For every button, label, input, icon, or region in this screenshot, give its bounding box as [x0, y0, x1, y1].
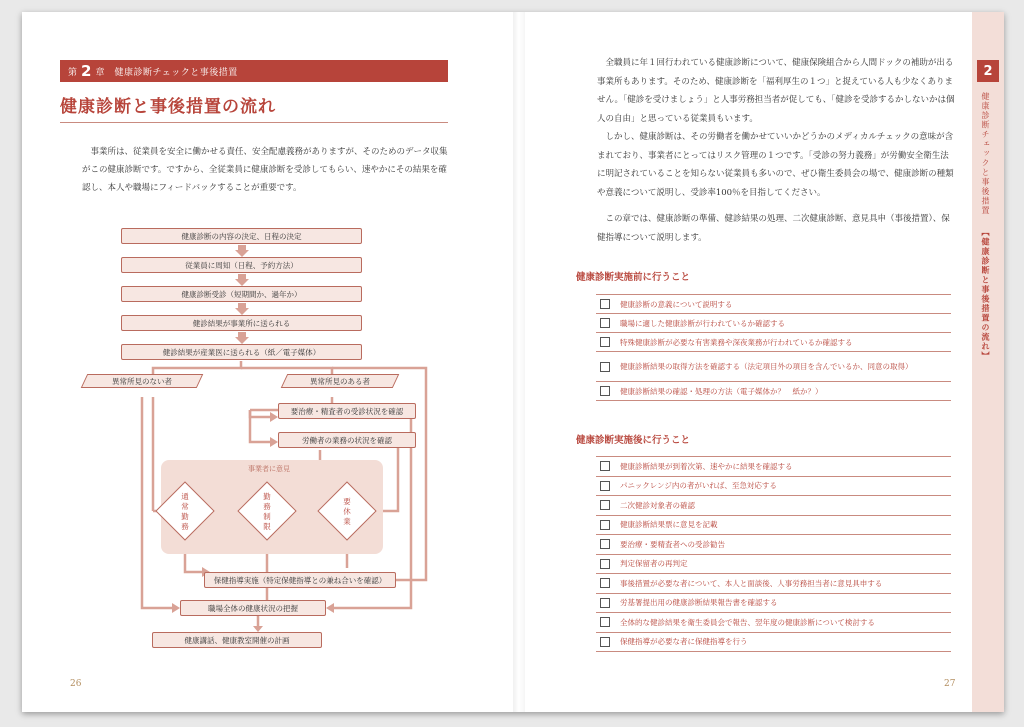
side-tab-section-title: 【健康診断と事後措置の流れ】: [981, 228, 990, 361]
checkbox-icon[interactable]: [600, 386, 610, 396]
checkbox-icon[interactable]: [600, 617, 610, 627]
checklist-item[interactable]: [596, 457, 951, 477]
page-title: 健康診断と事後措置の流れ: [60, 97, 276, 117]
checklist-item-text: パニックレンジ内の者がいれば、至急対応する: [620, 481, 777, 491]
checklist-item[interactable]: [596, 314, 951, 333]
intro-paragraph: 事業所は、従業員を安全に働かせる責任、安全配慮義務がありますが、そのためのデータ収集がこの健康診断です。ですから、全従業員に健康診断を受診してもらい、速やかにその結果を確認し、本人や職場にフィードバックすることが重要です。: [82, 147, 448, 193]
flow-step-4: 健診結果が事業所に送られる: [121, 315, 362, 331]
checklist-item-text: 特殊健康診断が必要な有害業務や深夜業務が行われているか確認する: [620, 337, 853, 347]
checkbox-icon[interactable]: [600, 500, 610, 510]
decision-normal-work-label: 通常勤務: [181, 492, 189, 531]
checklist-item[interactable]: [596, 633, 951, 653]
checkbox-icon[interactable]: [600, 461, 610, 471]
checklist-item[interactable]: [596, 535, 951, 555]
flow-step-5: 健診結果が産業医に送られる（紙／電子媒体）: [121, 344, 362, 360]
checklist-item[interactable]: [596, 382, 951, 401]
checklist-item[interactable]: [596, 295, 951, 314]
flow-health-guidance: 保健指導実施（特定保健指導との兼ね合いを確認）: [204, 572, 396, 588]
checklist-item-text: 要治療・要精査者への受診勧告: [620, 539, 725, 549]
checklist-item-text: 保健指導が必要な者に保健指導を行う: [620, 637, 748, 647]
checkbox-icon[interactable]: [600, 598, 610, 608]
side-tab-number: 2: [977, 60, 999, 82]
checklist-item-text: 事後措置が必要な者について、本人と面談後、人事労務担当者に意見具申する: [620, 578, 883, 588]
checkbox-icon[interactable]: [600, 362, 610, 372]
branch-abnormal: [284, 374, 396, 388]
flow-step-3: 健康診断受診（短期間か、過年か）: [121, 286, 362, 302]
checklist-item[interactable]: [596, 496, 951, 516]
right-paragraph-1: 全職員に年１回行われている健康診断について、健康保険組合から人間ドックの補助が出る事業所もあります。そのため、健康診断を「福利厚生の１つ」と捉えている人も少なくありません。「健診を受けましょう」と人事労務担当者が促しても、「健診を受診するかしないかは個人の自由」と思っている従業員もいます。: [597, 58, 955, 124]
side-tab-chapter-title: 健康診断チェックと事後措置: [981, 92, 990, 216]
checklist-item-text: 健康診断の意義について説明する: [620, 299, 733, 309]
checkbox-icon[interactable]: [600, 637, 610, 647]
checkbox-icon[interactable]: [600, 337, 610, 347]
page-number-left: 26: [70, 679, 82, 689]
checklist-item-text: 全体的な健診結果を衛生委員会で報告、翌年度の健康診断について検討する: [620, 617, 875, 627]
checkbox-icon[interactable]: [600, 318, 610, 328]
checklist-item[interactable]: [596, 613, 951, 633]
decision-leave-label: 要休業: [343, 497, 351, 526]
before-checklist: [596, 294, 951, 401]
checklist-item[interactable]: [596, 574, 951, 594]
chapter-suffix: 章: [95, 67, 105, 78]
right-chapter-summary: [597, 210, 957, 247]
checkbox-icon[interactable]: [600, 481, 610, 491]
checklist-item-text: 健康診断結果票に意見を記載: [620, 520, 718, 530]
checklist-item[interactable]: [596, 555, 951, 575]
branch-no-abnormal-label: 異常所見のない者: [112, 376, 172, 386]
opinion-area-label: 事業者に意見: [248, 465, 290, 473]
before-checklist-heading: 健康診断実施前に行うこと: [576, 272, 691, 283]
flow-workplace-status: 職場全体の健康状況の把握: [180, 600, 326, 616]
branch-no-abnormal: [84, 374, 200, 388]
checkbox-icon[interactable]: [600, 578, 610, 588]
flow-check-treatment: 要治療・精査者の受診状況を確認: [278, 403, 416, 419]
flow-check-work: 労働者の業務の状況を確認: [278, 432, 416, 448]
book-spread: [22, 12, 1004, 712]
page-gutter: [513, 12, 525, 712]
checklist-item[interactable]: [596, 477, 951, 497]
right-paragraph-3: この章では、健康診断の準備、健診結果の処理、二次健康診断、意見具申（事後措置）、保健指導について説明します。: [597, 214, 950, 243]
after-checklist-heading: 健康診断実施後に行うこと: [576, 435, 691, 446]
checklist-item[interactable]: [596, 352, 951, 382]
checklist-item-text: 二次健診対象者の確認: [620, 500, 695, 510]
chapter-prefix: 第: [68, 67, 78, 78]
checkbox-icon[interactable]: [600, 520, 610, 530]
checklist-item[interactable]: [596, 594, 951, 614]
right-intro-text: [597, 54, 957, 202]
page-number-right: 27: [944, 679, 956, 689]
chapter-number: 2: [81, 62, 92, 80]
flow-step-1: 健康診断の内容の決定、日程の決定: [121, 228, 362, 244]
branch-abnormal-label: 異常所見のある者: [310, 376, 370, 386]
after-checklist: [596, 456, 951, 652]
checkbox-icon[interactable]: [600, 539, 610, 549]
right-paragraph-2: しかし、健康診断は、その労働者を働かせていいかどうかのメディカルチェックの意味が含まれており、事業者にとってはリスク管理の１つです。「受診の努力義務」が労働安全衛生法に明記されていることを知らない従業員も多いので、ぜひ衛生委員会の場で、健康診断の種類や意義について説明し、受診率100％を目指してください。: [597, 132, 954, 198]
decision-work-restriction-label: 勤務制限: [263, 492, 271, 531]
checklist-item-text: 健康診断結果の確認・処理の方法（電子媒体か？ 紙か？）: [620, 386, 823, 396]
flow-plan-lecture: 健康講話、健康教室開催の計画: [152, 632, 322, 648]
checklist-item-text: 健康診断結果の取得方法を確認する（法定項目外の項目を含んでいるか、同意の取得）: [620, 362, 913, 371]
checkbox-icon[interactable]: [600, 559, 610, 569]
chapter-title: 健康診断チェックと事後措置: [114, 67, 238, 78]
checklist-item-text: 労基署提出用の健康診断結果報告書を確認する: [620, 598, 778, 608]
flow-step-2: 従業員に周知（日程、予約方法）: [121, 257, 362, 273]
checklist-item-text: 健康診断結果が到着次第、速やかに結果を確認する: [620, 461, 793, 471]
checklist-item[interactable]: [596, 516, 951, 536]
checklist-item-text: 職場に適した健康診断が行われているか確認する: [620, 318, 785, 328]
checklist-item[interactable]: [596, 333, 951, 352]
checklist-item-text: 判定保留者の再判定: [620, 559, 688, 569]
checkbox-icon[interactable]: [600, 299, 610, 309]
